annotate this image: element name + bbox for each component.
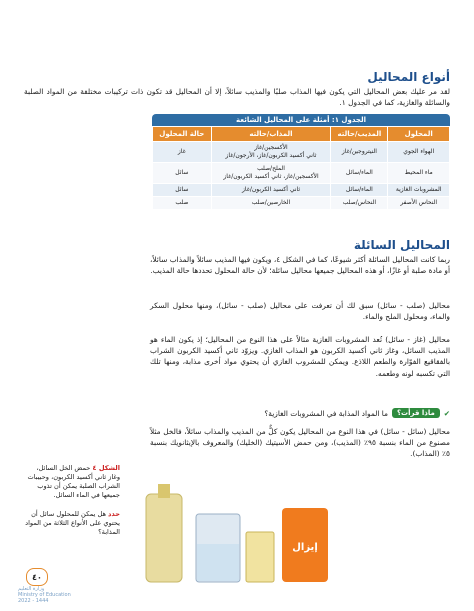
table-row: [153, 163, 450, 184]
bottle-neck: [158, 484, 170, 498]
cup-liquid: [197, 544, 239, 581]
table-cell: النيتروجين/غاز: [331, 142, 388, 163]
table-cell: الماء/سائل: [331, 184, 388, 197]
table-header: المذيب/حالته: [331, 127, 388, 142]
table-cell: غاز: [153, 142, 212, 163]
table-header: المذاب/حالته: [211, 127, 331, 142]
figure-question-text: هل يمكن للمحلول سائل أن يحتوي على الأنواع الثلاثة من المواد المذابة؟: [25, 510, 120, 536]
solutions-table: [152, 114, 450, 210]
reading-check: [150, 408, 450, 418]
table-cell: الماء/سائل: [331, 163, 388, 184]
table-cell: الأكسجين/غاز ثاني أكسيد الكربون/غاز، الأرجون/غاز: [211, 142, 331, 163]
paragraph-solid-liquid: محاليل (صلب - سائل) سبق لك أن تعرفت على محاليل (صلب - سائل)، ومنها محلول السكر والماء، ومحلول الملح والماء.: [150, 301, 450, 322]
bottle: [146, 494, 182, 582]
table-cell: ثاني أكسيد الكربون/غاز: [211, 184, 331, 197]
page-number: ٤٠: [26, 568, 48, 586]
paragraph-liquid-intro: ربما كانت المحاليل السائلة أكثر شيوعًا، كما في الشكل ٤، ويكون فيها المذيب سائلاً والمذاب سائلاً، أو مادة صلبة أو غازًا، أو هذه المحاليل جميعها محاليل سائلة؛ لأن حالة المحلول تحددها حالة المذيب.: [150, 255, 450, 276]
can-label: إيزال: [292, 542, 318, 553]
figure-question: [24, 510, 120, 537]
table-cell: المشروبات الغازية: [388, 184, 450, 197]
table-cell: صلب: [153, 197, 212, 210]
table-cell: النحاس/صلب: [331, 197, 388, 210]
ministry-logo: وزارة التعليم Ministry of Education 2022 - 1444: [18, 586, 71, 604]
section-title-liquid-solutions: المحاليل السائلة: [353, 238, 450, 252]
table-title: الجدول ١: أمثلة على المحاليل الشائعة: [152, 114, 450, 126]
table-cell: سائل: [153, 163, 212, 184]
figure-caption-label: الشكل ٤: [92, 464, 120, 472]
table-cell: ماء المحيط: [388, 163, 450, 184]
table-row: [153, 142, 450, 163]
table-cell: الهواء الجوي: [388, 142, 450, 163]
table-cell: سائل: [153, 184, 212, 197]
table-cell: الملح/صلب الأكسجين/غاز، ثاني أكسيد الكربون/غاز: [211, 163, 331, 184]
table-header: المحلول: [388, 127, 450, 142]
section-title-solution-types: أنواع المحاليل: [367, 70, 450, 84]
table-row: [153, 184, 450, 197]
table-row: [153, 197, 450, 210]
paragraph-liquid-liquid: محاليل (سائل - سائل) في هذا النوع من المحاليل يكون كلٌّ من المذيب والمذاب سائلاً، فالخل مثلاً مصنوع من الماء بنسبة ٩٥٪ (المذيب)، ومن حمض الأسيتيك (الخليك) والمعروف بالإيثانويك بنسبة ٥٪ (المذاب).: [150, 427, 450, 459]
figure-caption: [24, 464, 120, 537]
table-header: حالة المحلول: [153, 127, 212, 142]
intro-paragraph: لقد مر عليك بعض المحاليل التي يكون فيها المذاب صلبًا والمذيب سائلاً، إلا أن المحاليل قد تكون ذات تركيبات مختلفة من المواد الصلبة والسائلة والغازية، كما في الجدول ١.: [24, 87, 450, 108]
figure-question-label: حدد: [108, 510, 120, 518]
figure-photo: [134, 484, 334, 586]
reading-check-badge: ماذا قرأت؟: [392, 408, 440, 418]
check-icon: ✔: [443, 408, 450, 418]
glass: [246, 532, 274, 582]
table-cell: النحاس الأصفر: [388, 197, 450, 210]
reading-check-question: ما المواد المذابة في المشروبات الغازية؟: [264, 408, 388, 418]
paragraph-gas-liquid: محاليل (غاز - سائل) تُعد المشروبات الغازية مثالاً على هذا النوع من المحاليل؛ إذ يكون الماء هو المذيب السائل، وغاز ثاني أكسيد الكربون هو المذاب الغازي. ويزوّد ثاني أكسيد الكربون الشراب بالفقاقيع الفوّارة والطعم اللاذع. ويمكن للمشروب الغازي أن يحتوي مواد أخرى مذابة، ومنها تلك التي تكسبه لونه وطعمه.: [150, 335, 450, 378]
table-cell: الخارصين/صلب: [211, 197, 331, 210]
figure-caption-text: حمض الخل السائل، وغاز ثاني أكسيد الكربون، وحبيبات الشراب الصلبة يمكن أن تذوب جميعها في الماء السائل.: [27, 464, 120, 499]
